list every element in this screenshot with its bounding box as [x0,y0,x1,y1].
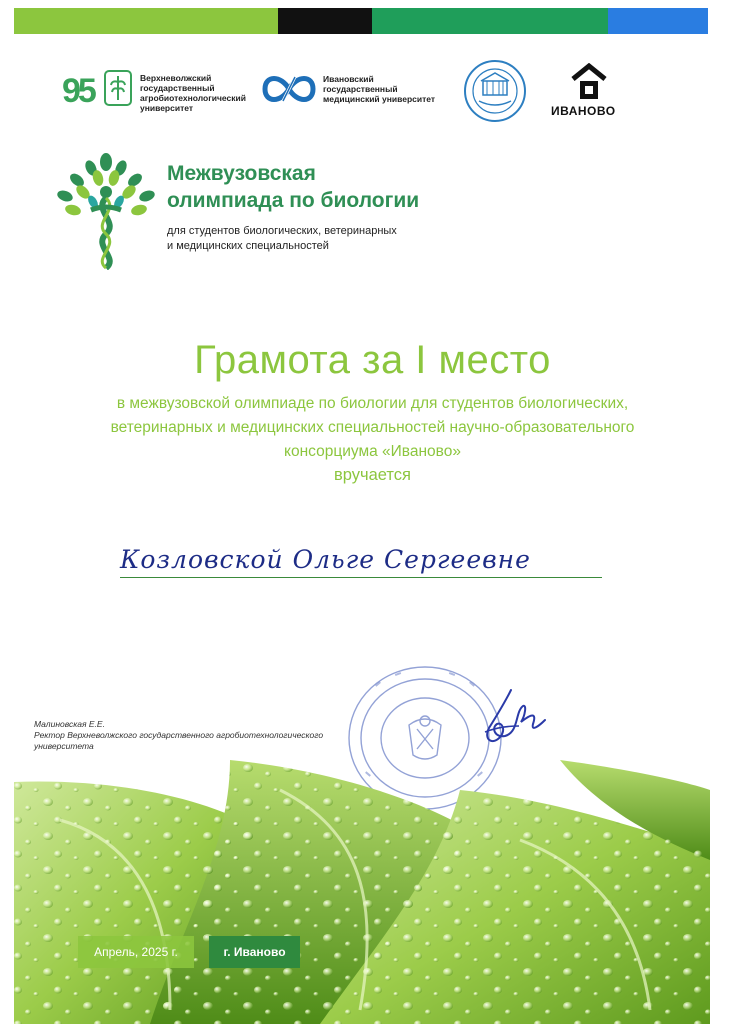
agro-emblem-icon [104,70,132,106]
band-segment-light-green [14,8,278,34]
recipient-name: Козловской Ольге Сергеевне [120,545,531,574]
olympiad-title-line1: Межвузовская [167,162,316,185]
olympiad-subtitle-line1: для студентов биологических, ветеринарных [167,225,397,237]
description-line2: ветеринарных и медицинских специальностей научно-образовательного [110,419,635,436]
certificate-title: Грамота за I место [194,338,551,382]
ivanovo-emblem-icon [570,63,608,101]
olympiad-subtitle-line2: и медицинских специальностей [167,240,329,252]
signatory-name: Малиновская Е.Е. [34,719,105,729]
description-line1: в межвузовской олимпиаде по биологии для студентов биологических, [116,395,629,412]
description-line3: консорциума «Иваново» [284,443,461,460]
band-segment-green [372,8,608,34]
anniversary-number: 95 [62,72,94,110]
certificate-description [20,392,725,464]
olympiad-title [167,160,419,214]
footer-date: Апрель, 2025 г. [78,936,194,968]
olympiad-title-line2: олимпиада по биологии [167,189,420,212]
olympiad-subtitle [167,224,467,254]
medical-university-name: Ивановский государственный медицинский университет [323,74,436,104]
university-seal-icon [463,59,527,123]
signatory-position: Ректор Верхневолжского государственного агробиотехнологического университета [34,730,324,751]
leaf-background-image [0,760,745,1024]
ivanovo-logo-text: ИВАНОВО [551,104,616,118]
handwritten-signature-icon [475,682,555,762]
agro-university-name: Верхневолжский государственный агробиотехнологический университет [140,73,246,113]
infinity-emblem-icon [261,71,317,107]
olympiad-tree-emblem-icon [53,150,159,270]
recipient-underline [120,577,602,578]
awarded-label: вручается [334,466,411,484]
band-segment-blue [608,8,708,34]
band-segment-black [278,8,372,34]
footer-city: г. Иваново [209,936,300,968]
signatory-block [34,719,374,752]
